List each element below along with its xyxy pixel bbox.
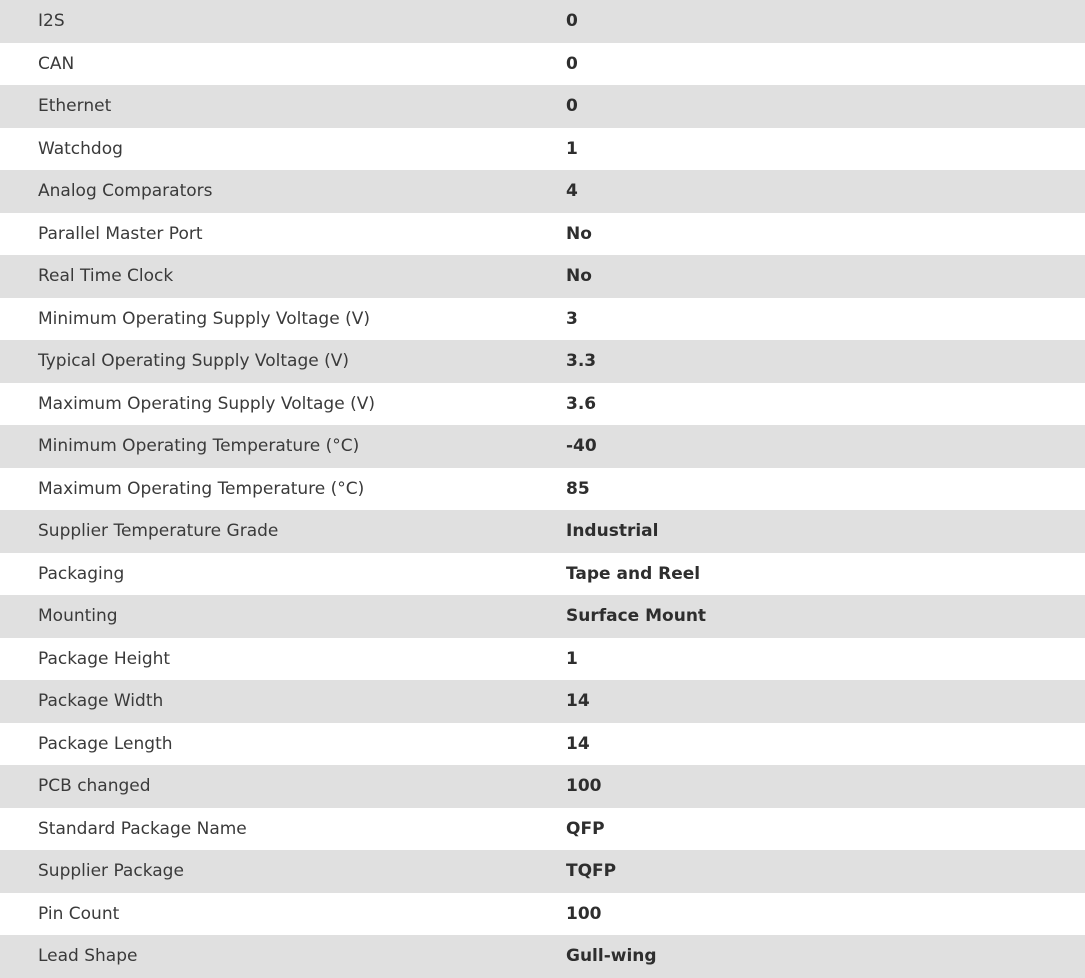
table-row — [0, 893, 1085, 936]
table-row — [0, 808, 1085, 851]
table-row — [0, 595, 1085, 638]
table-row — [0, 128, 1085, 171]
spec-value: 1 — [566, 648, 578, 669]
spec-value: 100 — [566, 903, 602, 924]
spec-label: Minimum Operating Temperature (°C) — [38, 436, 360, 457]
spec-label: Ethernet — [38, 96, 112, 117]
spec-value: 0 — [566, 11, 578, 32]
spec-value: 0 — [566, 96, 578, 117]
spec-value: Surface Mount — [566, 606, 707, 627]
spec-value: -40 — [566, 436, 597, 457]
spec-label: Typical Operating Supply Voltage (V) — [38, 351, 349, 372]
table-row — [0, 0, 1085, 43]
table-row — [0, 468, 1085, 511]
table-row — [0, 383, 1085, 426]
table-row — [0, 43, 1085, 86]
spec-label: Standard Package Name — [38, 818, 247, 839]
spec-label: Maximum Operating Temperature (°C) — [38, 478, 365, 499]
spec-label: Package Height — [38, 648, 171, 669]
spec-label: I2S — [38, 11, 65, 32]
spec-label: Package Length — [38, 733, 173, 754]
table-row — [0, 255, 1085, 298]
spec-value: No — [566, 223, 592, 244]
spec-label: Analog Comparators — [38, 181, 213, 202]
table-row — [0, 213, 1085, 256]
spec-value: Tape and Reel — [566, 563, 701, 584]
table-row — [0, 170, 1085, 213]
spec-label: Mounting — [38, 606, 118, 627]
spec-value: 4 — [566, 181, 578, 202]
table-row — [0, 723, 1085, 766]
table-row — [0, 298, 1085, 341]
spec-label: Pin Count — [38, 903, 120, 924]
spec-label: PCB changed — [38, 776, 151, 797]
table-row — [0, 765, 1085, 808]
spec-label: CAN — [38, 53, 75, 74]
spec-value: 3.3 — [566, 351, 597, 372]
spec-value: 85 — [566, 478, 590, 499]
spec-value: 1 — [566, 138, 578, 159]
spec-value: 3 — [566, 308, 578, 329]
spec-label: Maximum Operating Supply Voltage (V) — [38, 393, 375, 414]
table-row — [0, 425, 1085, 468]
table-row — [0, 680, 1085, 723]
spec-value: 100 — [566, 776, 602, 797]
spec-value: 14 — [566, 691, 590, 712]
spec-value: No — [566, 266, 592, 287]
table-row — [0, 510, 1085, 553]
spec-label: Parallel Master Port — [38, 223, 203, 244]
spec-value: Gull-wing — [566, 946, 657, 967]
spec-label: Packaging — [38, 563, 125, 584]
spec-label: Supplier Package — [38, 861, 184, 882]
spec-label: Lead Shape — [38, 946, 138, 967]
spec-value: 3.6 — [566, 393, 597, 414]
table-row — [0, 340, 1085, 383]
table-row — [0, 553, 1085, 596]
spec-value: TQFP — [566, 861, 617, 882]
spec-value: QFP — [566, 818, 605, 839]
spec-label: Minimum Operating Supply Voltage (V) — [38, 308, 370, 329]
spec-value: 0 — [566, 53, 578, 74]
table-row — [0, 85, 1085, 128]
spec-label: Watchdog — [38, 138, 123, 159]
table-row — [0, 850, 1085, 893]
spec-value: Industrial — [566, 521, 659, 542]
spec-label: Real Time Clock — [38, 266, 174, 287]
spec-value: 14 — [566, 733, 590, 754]
spec-label: Package Width — [38, 691, 164, 712]
table-row — [0, 638, 1085, 681]
table-row — [0, 935, 1085, 978]
spec-label: Supplier Temperature Grade — [38, 521, 279, 542]
